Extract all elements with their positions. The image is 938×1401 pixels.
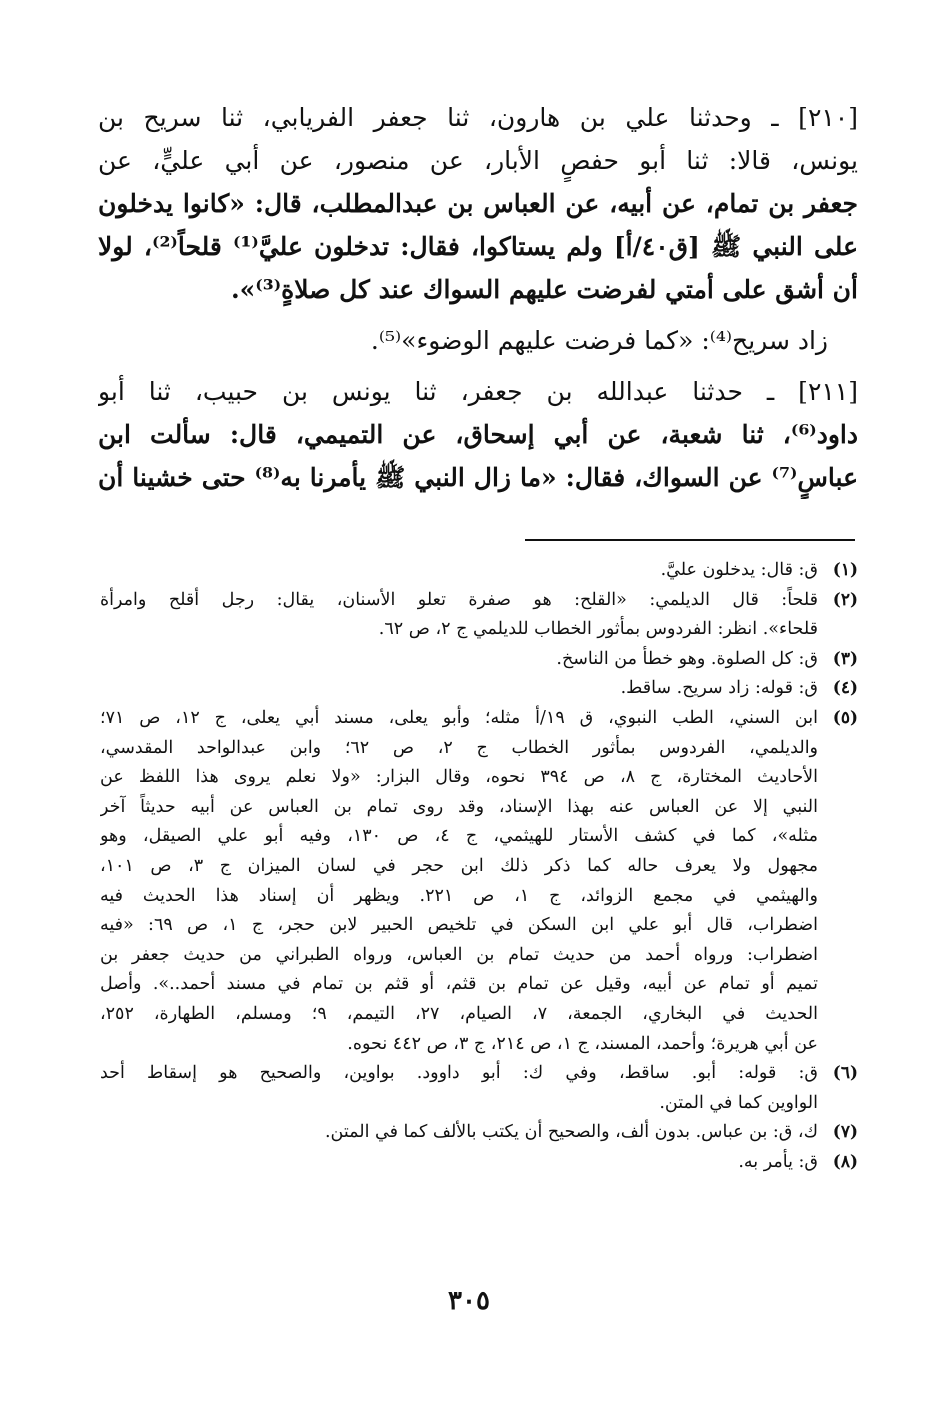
footnote (100, 556, 858, 586)
footnote-line: الأحاديث المختارة، ج ٨، ص ٣٩٤ نحوه، وقال البزار: «ولا نعلم يروى هذا اللفظ عن (100, 767, 818, 788)
footnote (100, 1118, 858, 1148)
footnote (100, 674, 858, 704)
footnote-line: اضطراب، قال أبو علي ابن السكن في تلخيص الحبير لابن حجر، ج ١، ص ٦٩: «فيه (100, 915, 818, 936)
footnote-number: (٦) (832, 1063, 858, 1084)
footnote (100, 645, 858, 675)
footnote-body (100, 674, 818, 704)
footnote-line: ق: قال: يدخلون عليَّ. (660, 560, 818, 580)
footnote-body (100, 704, 818, 1059)
footnote-line: ق: قوله: زاد سريح. ساقط. (620, 678, 818, 699)
addition-sariih: زاد سريح⁽⁴⁾: «كما فرضت عليهم الوضوء»⁽⁵⁾. (370, 326, 828, 355)
footnotes (100, 556, 858, 1177)
footnote-line: قلحاء». انظر: الفردوس بمأثور الخطاب للديلمي ج ٢، ص ٦٢. (378, 619, 818, 640)
hadith-210 (98, 96, 858, 311)
footnote (100, 704, 858, 1059)
footnote-number: (٣) (832, 648, 858, 669)
footnote-line: تميم أو تمام عن أبيه، وقيل عن تمام بن قثم، أو قثم بن تمام في مسند أحمد..». وأصل (100, 974, 818, 995)
footnote-line: ك، ق: بن عباس. بدون ألف، والصحيح أن يكتب بالألف كما في المتن. (324, 1122, 818, 1143)
footnote-number: (١) (832, 560, 858, 580)
footnote (100, 586, 858, 645)
footnote-line: ق: كل الصلوة. وهو خطأ من الناسخ. (556, 648, 818, 669)
footnote-line: والديلمي، الفردوس بمأثور الخطاب ج ٢، ص ٦٢؛ وابن عبدالواحد المقدسي، (100, 737, 818, 758)
footnote-body (100, 645, 818, 675)
text-line: [٢١١] ـ حدثنا عبدالله بن جعفر، ثنا يونس بن حبيب، ثنا أبو (98, 377, 858, 406)
text-line: [٢١٠] ـ وحدثنا علي بن هارون، ثنا جعفر الفريابي، ثنا سريح بن (98, 103, 858, 132)
text-line: أن أشق على أمتي لفرضت عليهم السواك عند كل صلاةٍ⁽³⁾». (230, 275, 858, 304)
footnote-number: (٢) (832, 589, 858, 610)
text-line: يونس، قالا: ثنا أبو حفصٍ الأبار، عن منصور، عن أبي عليٍّ، عن (98, 146, 858, 175)
footnote-line: النبي إلا عن العباس عنه بهذا الإسناد، وقد روى تمام بن العباس عن أبيه حديثاً آخر (100, 796, 818, 817)
footnote-line: ق: يأمر به. (738, 1151, 818, 1172)
footnote-line: قلحاً: قال الديلمي: «القلح: هو صفرة تعلو الأسنان، يقال: رجل أقلح وامرأة (100, 589, 818, 610)
footnote-body (100, 556, 818, 586)
main-text (98, 96, 858, 499)
footnote-line: ابن السني، الطب النبوي، ق ١٩/أ مثله؛ وأبو يعلى، مسند أبي يعلى، ج ١٢، ص ٧١؛ (100, 707, 818, 728)
text-line: على النبي ﷺ [ق٤٠/أ] ولم يستاكوا، فقال: تدخلون عليَّ⁽¹⁾ قلحاً⁽²⁾، لولا (98, 232, 858, 261)
footnote (100, 1148, 858, 1178)
footnote-number: (٨) (832, 1151, 858, 1172)
footnote-line: عن أبي هريرة؛ وأحمد، المسند، ج ١، ص ٢١٤، ج ٣، ص ٤٤٢ نحوه. (347, 1033, 818, 1054)
footnote-number: (٤) (832, 678, 858, 699)
footnote-body (100, 1118, 818, 1148)
footnote-line: اضطراب: ورواه أحمد من حديث تمام بن العباس، ورواه الطبراني من حديث جعفر بن (100, 944, 818, 965)
footnote-line: الحديث في البخاري، الجمعة، ٧، الصيام، ٢٧، التيمم، ٩؛ ومسلم، الطهارة، ٢٥٢، (100, 1003, 818, 1024)
footnote-body (100, 586, 818, 645)
footnote (100, 1059, 858, 1118)
footnote-body (100, 1148, 818, 1178)
footnote-divider (525, 539, 855, 541)
hadith-211 (98, 370, 858, 499)
footnote-body (100, 1059, 818, 1118)
text-line: عباسٍ⁽⁷⁾ عن السواك، فقال: «ما زال النبي ﷺ يأمرنا به⁽⁸⁾ حتى خشينا أن (98, 463, 858, 492)
footnote-line: والهيثمي في مجمع الزوائد، ج ١، ص ٢٢١. ويظهر أن إسناد هذا الحديث فيه (100, 885, 818, 906)
text-line: داود⁽⁶⁾، ثنا شعبة، عن أبي إسحاق، عن التميمي، قال: سألت ابن (98, 420, 858, 449)
footnote-number: (٧) (832, 1122, 858, 1143)
footnote-line: ق: قوله: أبو. ساقط، وفي ك: أبو داوود. بواوين، والصحيح هو إسقاط أحد (100, 1063, 818, 1084)
footnote-line: الواوين كما في المتن. (659, 1092, 818, 1113)
footnote-line: مثله»، كما في كشف الأستار للهيثمي، ج ٤، ص ١٣٠، وفيه أبو علي الصيقل، وهو (100, 826, 818, 847)
text-line: جعفر بن تمام، عن أبيه، عن العباس بن عبدالمطلب، قال: «كانوا يدخلون (98, 189, 858, 218)
page-number: ٣٠٥ (448, 1286, 490, 1316)
footnote-line: مجهول ولا يعرف حاله كما ذكر ذلك ابن حجر في لسان الميزان ج ٣، ص ١٠١، (100, 855, 818, 876)
footnote-number: (٥) (832, 707, 858, 728)
